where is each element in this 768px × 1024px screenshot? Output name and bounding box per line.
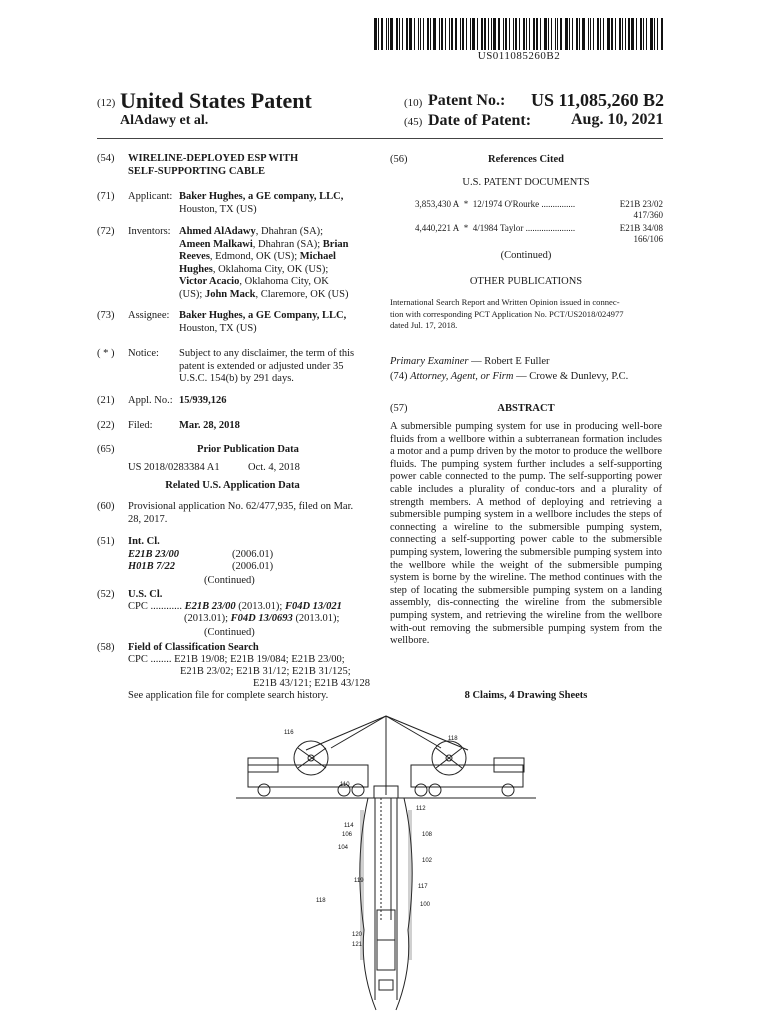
- barcode-bar: [515, 18, 517, 50]
- patent-drawing: [236, 710, 536, 1012]
- ref-label: 120: [352, 932, 363, 938]
- ref-label: 104: [338, 845, 349, 851]
- barcode-bar: [470, 18, 471, 50]
- right-truck: [411, 741, 524, 796]
- barcode-bar: [579, 18, 580, 50]
- barcode-bar: [493, 18, 496, 50]
- ref-label: 112: [416, 806, 426, 812]
- inventor-line: (US); John Mack, Claremore, OK (US): [179, 288, 349, 300]
- ref-label: 102: [422, 858, 433, 864]
- barcode-bar: [576, 18, 578, 50]
- uscl-label: U.S. Cl.: [128, 589, 163, 600]
- barcode-bar: [414, 18, 415, 50]
- barcode-bar: [519, 18, 520, 50]
- inventor-line: Hughes, Oklahoma City, OK (US);: [179, 263, 329, 275]
- barcode-bar: [551, 18, 552, 50]
- filed-label: Filed:: [128, 420, 153, 431]
- uscl-continued: (Continued): [204, 627, 255, 638]
- barcode-bar: [445, 18, 446, 50]
- uscl-tag: (52): [97, 589, 115, 600]
- inventors-list: [179, 226, 369, 301]
- formation-outline: [360, 798, 412, 1010]
- barcode-bar: [427, 18, 429, 50]
- barcode-bar: [582, 18, 585, 50]
- reference-main: [415, 223, 663, 234]
- inventors-tag: (72): [97, 226, 115, 237]
- refs-tag: (56): [390, 154, 408, 165]
- abstract-text: A submersible pumping system for use in producing well-bore fluids from a wellbore within a subterranean formation includes a motor and a pump driven by the motor to produce the wellbore fluids. The pumping system further includes a self-supporting power cable connected to the pump. The self-supporting power cable includes a plurality of conduc-tors and a plurality of strength members. A method of deploying and retrieving a submersible pumping system in a wellbore includes the steps of connecting a wireline to the submersible pumping system, connecting a self-supporting power cable to the submersible pumping system, lowering the submersible pumping system into the wellbore while the weight of the submersible pumping system is borne by the wireline. The method continues with the step of locating the submersible pumping system on a landing assembly, dis-connecting the wireline from the submersible pumping system, and retrieving the wireline from the wellbore with-out removing the submersible pumping system from the wellbore.: [390, 421, 662, 647]
- derrick-cable: [386, 716, 441, 748]
- other-pub-line: tion with corresponding PCT Application No. PCT/US2018/024977: [390, 308, 624, 319]
- barcode-bar: [533, 18, 535, 50]
- other-pubs-heading: OTHER PUBLICATIONS: [469, 276, 583, 287]
- barcode-bar: [503, 18, 504, 50]
- assignee-label: Assignee:: [128, 310, 170, 321]
- intcl-code: H01B 7/22: [128, 561, 175, 572]
- attorney: [390, 371, 628, 384]
- barcode-bar: [472, 18, 475, 50]
- assignee-city: Houston, TX (US): [179, 323, 257, 334]
- appl-number: 15/939,126: [179, 395, 227, 406]
- ref-label: 100: [420, 902, 431, 908]
- applicant-city: Houston, TX (US): [179, 204, 257, 215]
- barcode-bar: [569, 18, 570, 50]
- abstract-heading: ABSTRACT: [497, 403, 555, 414]
- reference-row: [415, 223, 663, 245]
- intcl-label: Int. Cl.: [128, 536, 160, 547]
- barcode-bar: [526, 18, 527, 50]
- barcode-bar: [640, 18, 642, 50]
- barcode-bar: [636, 18, 637, 50]
- barcode-bar: [418, 18, 419, 50]
- prov-line-2: 28, 2017.: [128, 514, 168, 525]
- barcode-bar: [498, 18, 500, 50]
- cpc-date: (2013.01);: [184, 613, 231, 624]
- ref-label: 118: [316, 898, 326, 904]
- barcode-bar: [509, 18, 510, 50]
- barcode-bar: [378, 18, 379, 50]
- barcode-bar: [565, 18, 568, 50]
- barcode-bar: [536, 18, 538, 50]
- assignee-tag: (73): [97, 310, 115, 321]
- intcl-continued: (Continued): [204, 575, 255, 586]
- applicant-name: Baker Hughes, a GE company, LLC,: [179, 191, 344, 202]
- barcode-bar: [597, 18, 599, 50]
- ref-label: 106: [342, 832, 353, 838]
- barcode-bar: [505, 18, 507, 50]
- barcode-bar: [593, 18, 594, 50]
- inventor-line: Reeves, Edmond, OK (US); Michael: [179, 251, 336, 262]
- barcode-bar: [572, 18, 573, 50]
- ref-class-2: 417/360: [633, 210, 663, 220]
- barcode-bar: [631, 18, 634, 50]
- reference-main: [415, 199, 663, 210]
- intcl-code: E21B 23/00: [128, 549, 180, 560]
- barcode: [374, 18, 664, 50]
- inventors-short: AlAdawy et al.: [120, 113, 209, 128]
- patent-date: Aug. 10, 2021: [571, 111, 664, 128]
- barcode-bar: [439, 18, 440, 50]
- notice-tag: ( * ): [97, 348, 115, 359]
- inventor-line: Ameen Malkawi, Dhahran (SA); Brian: [179, 238, 349, 250]
- cpc-date: (2013.01);: [235, 601, 285, 612]
- landing-assembly: [379, 980, 393, 990]
- filed-tag: (22): [97, 420, 115, 431]
- barcode-bar: [548, 18, 549, 50]
- barcode-number: US011085260B2: [477, 50, 561, 62]
- barcode-bar: [396, 18, 398, 50]
- date-tag: (45): [404, 116, 423, 128]
- prior-date: Oct. 4, 2018: [248, 462, 300, 473]
- ref-num-star: 4,440,221 A * 4/1984 Taylor ......................: [415, 223, 576, 233]
- barcode-bar: [477, 18, 478, 50]
- cpc-label: CPC ............: [128, 601, 182, 612]
- attorney-name: — Crowe & Dunlevy, P.C.: [513, 371, 629, 382]
- notice-line: U.S.C. 154(b) by 291 days.: [179, 373, 294, 384]
- filed-date: Mar. 28, 2018: [179, 420, 240, 431]
- examiner: [390, 356, 550, 369]
- attorney-label: Attorney, Agent, or Firm: [410, 371, 514, 382]
- examiner-name: — Robert E Fuller: [468, 356, 550, 367]
- abstract-tag: (57): [390, 403, 408, 414]
- barcode-bar: [488, 18, 489, 50]
- barcode-bar: [650, 18, 653, 50]
- barcode-bar: [441, 18, 443, 50]
- prov-line-1: Provisional application No. 62/477,935, filed on Mar.: [128, 501, 354, 512]
- cpc-line-1: [128, 601, 373, 614]
- examiner-label: Primary Examiner: [390, 356, 469, 367]
- barcode-bar: [588, 18, 590, 50]
- cpc-date: (2013.01);: [292, 613, 340, 624]
- inventor-line: Ahmed AlAdawy, Dhahran (SA);: [179, 226, 324, 237]
- header-rule: [97, 138, 663, 139]
- field-line: CPC ........ E21B 19/08; E21B 19/084; E21B 23/00;: [128, 654, 345, 665]
- barcode-bar: [540, 18, 541, 50]
- title-tag: (54): [97, 153, 115, 164]
- barcode-bar: [625, 18, 626, 50]
- patent-no-tag: (10): [404, 97, 423, 109]
- inventors-label: Inventors:: [128, 226, 171, 237]
- barcode-bar: [390, 18, 393, 50]
- field-line: E21B 23/02; E21B 31/12; E21B 31/125;: [180, 666, 351, 677]
- ref-class-2: 166/106: [633, 234, 663, 244]
- prior-tag: (65): [97, 444, 115, 455]
- barcode-bar: [462, 18, 464, 50]
- cpc-code: F04D 13/021: [284, 601, 342, 612]
- refs-heading: References Cited: [488, 154, 564, 165]
- barcode-bar: [622, 18, 623, 50]
- barcode-bar: [402, 18, 403, 50]
- barcode-bar: [399, 18, 400, 50]
- field-label: Field of Classification Search: [128, 642, 259, 653]
- cpc-code: F04D 13/0693: [230, 613, 293, 624]
- assignee-name: Baker Hughes, a GE Company, LLC,: [179, 310, 347, 321]
- claims-summary: 8 Claims, 4 Drawing Sheets: [464, 690, 588, 701]
- barcode-bar: [449, 18, 450, 50]
- barcode-bar: [513, 18, 514, 50]
- barcode-bar: [481, 18, 483, 50]
- formation-hatch: [408, 810, 412, 960]
- title-line-1: WIRELINE-DEPLOYED ESP WITH: [128, 153, 299, 164]
- related-heading: Related U.S. Application Data: [165, 480, 300, 491]
- title-line-2: SELF-SUPPORTING CABLE: [128, 166, 266, 177]
- ref-label: 114: [344, 823, 354, 829]
- ref-class: E21B 23/02: [619, 199, 663, 209]
- barcode-bar: [491, 18, 492, 50]
- barcode-bar: [430, 18, 431, 50]
- derrick-cable-left: [306, 716, 386, 750]
- field-note: See application file for complete search history.: [128, 690, 329, 701]
- kind-tag: (12): [97, 97, 116, 109]
- ref-label: 116: [284, 730, 294, 736]
- barcode-bar: [657, 18, 658, 50]
- patent-number: US 11,085,260 B2: [531, 90, 665, 110]
- barcode-bar: [619, 18, 621, 50]
- inventor-line: Victor Acacio, Oklahoma City, OK: [179, 276, 329, 287]
- attorney-tag: (74): [390, 371, 411, 382]
- applicant-tag: (71): [97, 191, 115, 202]
- barcode-bar: [654, 18, 656, 50]
- appl-label: Appl. No.:: [128, 395, 173, 406]
- barcode-bar: [460, 18, 461, 50]
- barcode-bar: [611, 18, 613, 50]
- ref-label: 119: [354, 878, 364, 884]
- intcl-date: (2006.01): [232, 549, 274, 560]
- appl-tag: (21): [97, 395, 115, 406]
- ref-label: 118: [448, 736, 458, 742]
- field-line: E21B 43/121; E21B 43/128: [253, 678, 370, 689]
- notice-line: Subject to any disclaimer, the term of this: [179, 348, 355, 359]
- barcode-bar: [661, 18, 663, 50]
- barcode-bar: [544, 18, 547, 50]
- refs-continued: (Continued): [500, 250, 552, 261]
- barcode-bar: [590, 18, 591, 50]
- notice-text: [179, 348, 369, 386]
- other-pub-line: International Search Report and Written Opinion issued in connec-: [390, 297, 620, 307]
- document-type: United States Patent: [120, 88, 312, 113]
- barcode-bar: [615, 18, 616, 50]
- cpc-line-2: [184, 613, 339, 626]
- derrick-cable: [331, 716, 386, 748]
- date-label: Date of Patent:: [428, 112, 532, 129]
- barcode-bar: [523, 18, 526, 50]
- barcode-bar: [600, 18, 601, 50]
- intcl-tag: (51): [97, 536, 115, 547]
- derrick-cable-right: [386, 716, 468, 750]
- barcode-bar: [560, 18, 562, 50]
- ref-label: 110: [340, 782, 350, 788]
- barcode-bar: [529, 18, 530, 50]
- intcl-date: (2006.01): [232, 561, 274, 572]
- ref-num-star: 3,853,430 A * 12/1974 O'Rourke ...............: [415, 199, 576, 209]
- barcode-bar: [433, 18, 436, 50]
- applicant-label: Applicant:: [128, 191, 173, 202]
- field-tag: (58): [97, 642, 115, 653]
- barcode-bar: [374, 18, 377, 50]
- notice-label: Notice:: [128, 348, 159, 359]
- barcode-bar: [603, 18, 604, 50]
- barcode-bar: [557, 18, 558, 50]
- patent-no-label: Patent No.:: [428, 92, 506, 109]
- barcode-bar: [555, 18, 557, 50]
- barcode-bar: [646, 18, 647, 50]
- cpc-code: E21B 23/00: [184, 601, 236, 612]
- barcode-bar: [643, 18, 644, 50]
- ref-label: 121: [352, 942, 363, 948]
- us-docs-heading: U.S. PATENT DOCUMENTS: [462, 177, 590, 188]
- barcode-bar: [381, 18, 383, 50]
- notice-line: patent is extended or adjusted under 35: [179, 360, 344, 372]
- reference-row: [415, 199, 663, 221]
- barcode-bar: [607, 18, 610, 50]
- barcode-bar: [420, 18, 421, 50]
- barcode-bar: [484, 18, 486, 50]
- barcode-bar: [409, 18, 412, 50]
- barcode-bar: [628, 18, 630, 50]
- prov-tag: (60): [97, 501, 115, 512]
- barcode-bar: [423, 18, 425, 50]
- barcode-bar: [386, 18, 387, 50]
- prior-heading: Prior Publication Data: [197, 444, 299, 455]
- barcode-bar: [388, 18, 389, 50]
- other-pub-line: dated Jul. 17, 2018.: [390, 320, 458, 330]
- barcode-bar: [455, 18, 458, 50]
- ref-class: E21B 34/08: [619, 223, 663, 233]
- ref-label: 108: [422, 832, 433, 838]
- prior-pub: US 2018/0283384 A1: [128, 462, 220, 473]
- barcode-bar: [466, 18, 467, 50]
- barcode-bar: [406, 18, 408, 50]
- ref-label: 117: [418, 884, 428, 890]
- other-pubs: [390, 297, 662, 332]
- barcode-bar: [451, 18, 453, 50]
